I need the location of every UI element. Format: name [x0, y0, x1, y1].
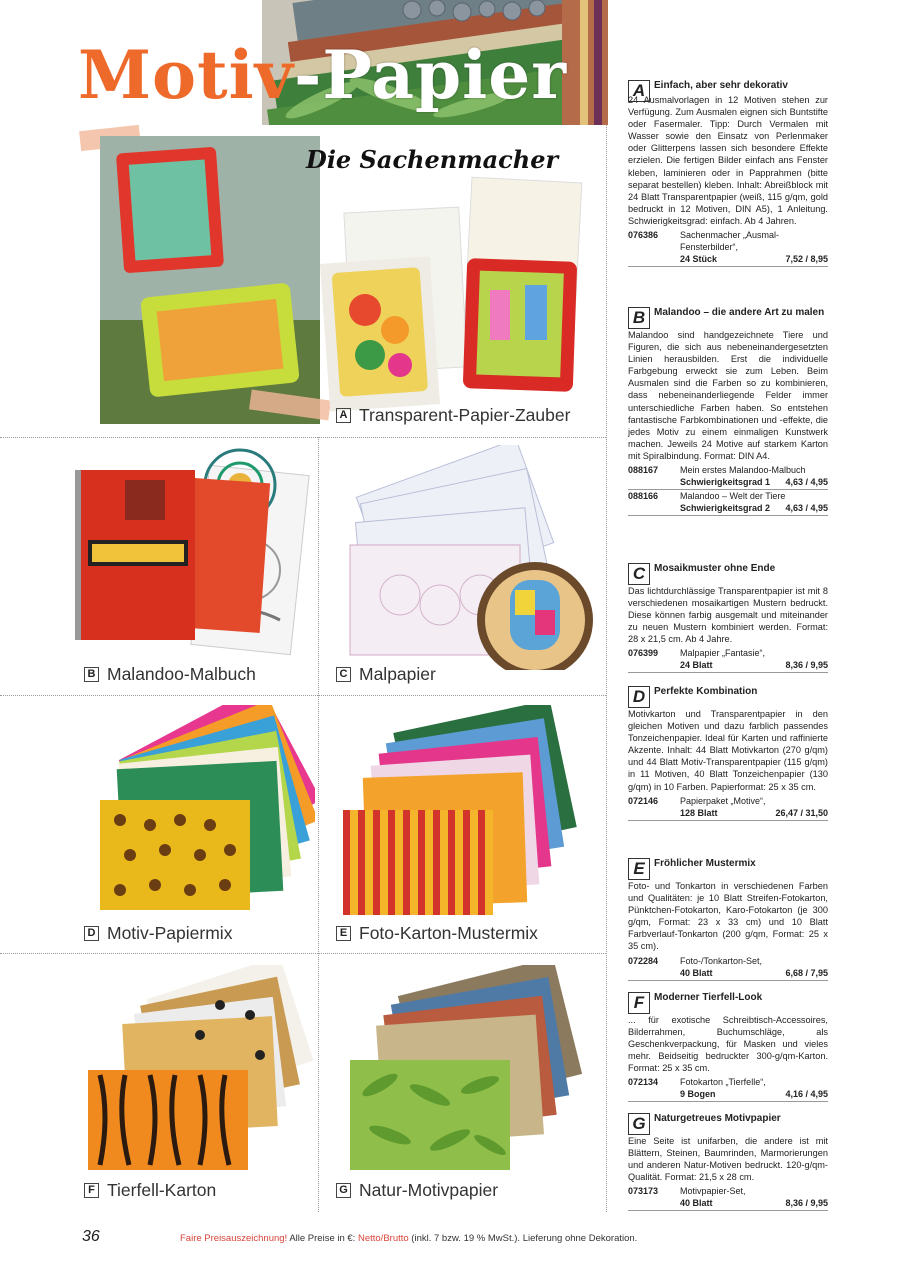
product-image-g — [340, 965, 606, 1175]
grid-divider — [0, 953, 606, 954]
caption-f: F Tierfell-Karton — [84, 1180, 216, 1201]
price-footnote: Faire Preisauszeichnung! Alle Preise in €: Netto/Brutto (inkl. 7 bzw. 19 % MwSt.). Lieferung ohne Dekoration. — [180, 1233, 638, 1244]
product-description: Eine Seite ist unifarben, die andere ist mit Blättern, Steinen, Baumrinden, Marmorierungen und anderen Natur-Motiven bedruckt. 120-g/qm-Qualität. Format: 21,5 x 28 cm. — [628, 1136, 828, 1183]
order-info: 076399 Malpapier „Fantasie“, 24 Blatt 8,36 / 9,95 — [628, 647, 828, 673]
brand-logo: Die Sachenmacher — [306, 145, 559, 174]
caption-c: C Malpapier — [336, 664, 436, 685]
product-title: Einfach, aber sehr dekorativ — [654, 80, 788, 91]
product-title: Malandoo – die andere Art zu malen — [654, 307, 825, 318]
caption-b: B Malandoo-Malbuch — [84, 664, 256, 685]
page-number: 36 — [82, 1228, 100, 1245]
product-block-b — [628, 307, 828, 516]
product-description: 24 Ausmalvorlagen in 12 Motiven stehen zur Verfügung. Zum Ausmalen eignen sich Buntstifte oder Fasermaler. Tipp: Durch Vermalen mit Wasser sowie den Einsatz von Perlenmaker oder Glitterpens lassen sich besondere Effekte erzielen. Die fertigen Bilder einfach ans Fenster kleben, laminieren oder in Papprahmen (bitte separat bestellen) kleben. Inhalt: Abreißblock mit 24 Blatt Transparentpapier (weiß, 115 g/qm, gold bedruckt in 12 Motiven, DIN A5), 1 Anleitung. Schwierigkeitsgrad: einfach. Ab 4 Jahren. — [628, 95, 828, 226]
product-block-a — [628, 80, 828, 267]
caption-a: A Transparent-Papier-Zauber — [336, 405, 570, 426]
order-info: 076386 Sachenmacher „Ausmal-Fensterbilder“, 24 Stück 7,52 / 8,95 — [628, 229, 828, 267]
product-description: Foto- und Tonkarton in verschiedenen Farben und Qualitäten: je 10 Blatt Streifen-Fotokarton, Pünktchen-Fotokarton, Karo-Fotokarton (je 300 g/qm, Format: 23 x 33 cm) und 10 Blatt Farbverlauf-Tonkarton (200 g/qm, Format: 25 x 35 cm). — [628, 881, 828, 952]
product-block-d — [628, 686, 828, 821]
product-letter: B — [628, 307, 650, 329]
product-title: Perfekte Kombination — [654, 686, 758, 697]
caption-d: D Motiv-Papiermix — [84, 923, 232, 944]
product-image-c — [330, 445, 606, 670]
product-letter: G — [628, 1113, 650, 1135]
order-info: 088167 Mein erstes Malandoo-Malbuch Schwierigkeitsgrad 1 4,63 / 4,95 088166 Malandoo – Welt der Tiere Schwierigkeitsgrad 2 4,63 / 4,95 — [628, 464, 828, 516]
product-title: Moderner Tierfell-Look — [654, 992, 763, 1003]
product-block-g — [628, 1113, 828, 1211]
product-description: Motivkarton und Transparentpapier in den gleichen Motiven und dazu farblich passendes Tonzeichenpapier. Ideal für Karten und raffinierte Akzente. Inhalt: 44 Blatt Motivkarton (270 g/qm) und 44 Blatt Motiv-Transparentpapier (115 g/qm) in 11 Motiven, 40 Blatt Tonzeichenpapier (130 g/qm) in 10 Farben. Papierformat: 25 x 35 cm. — [628, 709, 828, 792]
grid-divider — [318, 437, 319, 1212]
order-info: 073173 Motivpapier-Set, 40 Blatt 8,36 / 9,95 — [628, 1185, 828, 1211]
order-info: 072284 Foto-/Tonkarton-Set, 40 Blatt 6,68 / 7,95 — [628, 955, 828, 981]
product-image-b — [70, 440, 315, 660]
product-letter: D — [628, 686, 650, 708]
product-description: ... für exotische Schreibtisch-Accessoires, Bilderrahmen, Buchumschläge, als Geschenkverpackung, für Masken und vieles mehr. Beidseitig bedruckter 300-g/qm-Karton. Format: 25 x 35 cm. — [628, 1015, 828, 1074]
grid-divider — [0, 437, 606, 438]
caption-g: G Natur-Motivpapier — [336, 1180, 498, 1201]
product-letter: E — [628, 858, 650, 880]
product-block-c — [628, 563, 828, 673]
page-title: Motiv-Papier — [78, 36, 567, 114]
product-title: Fröhlicher Mustermix — [654, 858, 756, 869]
product-letter: F — [628, 992, 650, 1014]
product-title: Naturgetreues Motivpapier — [654, 1113, 781, 1124]
product-image-d — [80, 705, 315, 915]
product-image-e — [335, 705, 605, 920]
product-image-f — [80, 965, 315, 1175]
order-info: 072134 Fotokarton „Tierfelle“, 9 Bogen 4,16 / 4,95 — [628, 1076, 828, 1102]
product-description: Das lichtdurchlässige Transparentpapier ist mit 8 verschiedenen mosaikartigen Mustern bedruckt. Diese können farbig ausgemalt und miteinander zu neuen Mustern kombiniert werden. Format: 28 x 21,5 cm. Ab 4 Jahre. — [628, 586, 828, 645]
product-letter: A — [628, 80, 650, 102]
grid-divider — [0, 695, 606, 696]
product-block-e — [628, 858, 828, 981]
product-description: Malandoo sind handgezeichnete Tiere und Figuren, die sich aus nebeneinandergesetzten Linien herausbilden. Erst die individuelle Farbgebung erweckt sie zum Leben. Beim Ausmalen sind die Farben so zu kombinieren, dass nebeneinanderliegende Felder immer unterschiedliche Farben haben. So entstehen fantastische Farbkombinationen und -effekte, die jedes Motiv zu einem einmaligen Kunstwerk machen. Jeweils 24 Motive auf starkem Karton mit Spiralbindung. Format: DIN A4. — [628, 330, 828, 461]
product-letter: C — [628, 563, 650, 585]
product-title: Mosaikmuster ohne Ende — [654, 563, 776, 574]
caption-e: E Foto-Karton-Mustermix — [336, 923, 538, 944]
order-info: 072146 Papierpaket „Motive“, 128 Blatt 26,47 / 31,50 — [628, 795, 828, 821]
product-block-f — [628, 992, 828, 1102]
